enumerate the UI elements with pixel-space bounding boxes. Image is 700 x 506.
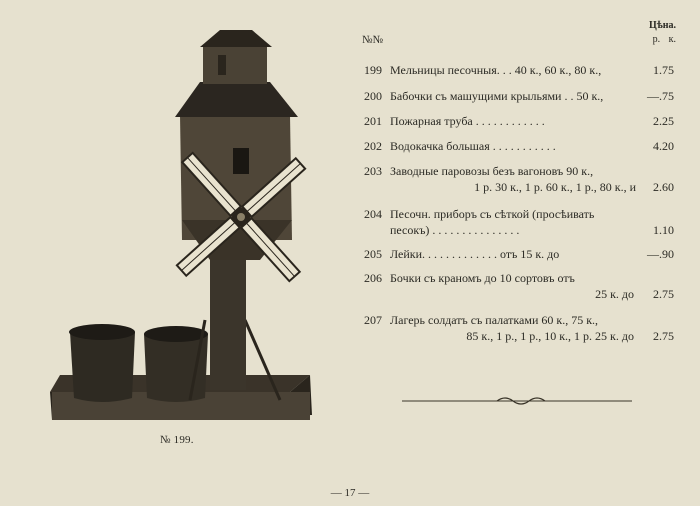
item-description: Лейки. . . . . . . . . . . . . отъ 15 к. до [390,247,560,261]
item-number: 199 [364,63,382,77]
item-number: 205 [364,247,382,261]
item-number: 207 [364,313,382,327]
numbers-column-header: №№ [362,34,383,46]
item-description: Бочки съ краномъ до 10 сортовъ отъ [390,271,575,285]
item-number: 201 [364,114,382,128]
figure-caption: № 199. [160,434,194,446]
item-description: Пожарная труба . . . . . . . . . . . . [390,114,545,128]
item-number: 203 [364,164,382,178]
ornamental-divider [402,396,632,406]
item-price: 2.75 [653,329,674,343]
item-price: 4.20 [653,139,674,153]
item-number: 206 [364,271,382,285]
item-price: 2.25 [653,114,674,128]
item-description-continued: песокъ) . . . . . . . . . . . . . . . [390,223,520,237]
item-number: 200 [364,89,382,103]
item-price: —.75 [647,89,674,103]
item-price: —.90 [647,247,674,261]
item-description: Лагерь солдатъ съ палатками 60 к., 75 к., [390,313,599,327]
item-description-continued: 1 р. 30 к., 1 р. 60 к., 1 р., 80 к., и [474,180,636,194]
item-description: Водокачка большая . . . . . . . . . . . [390,139,556,153]
item-description: Заводные паровозы безъ вагоновъ 90 к., [390,164,594,178]
price-column-header: Цѣна. [648,20,676,31]
item-description-continued: 25 к. до [595,287,634,301]
item-description: Бабочки съ машущими крыльями . . 50 к., [390,89,604,103]
item-number: 202 [364,139,382,153]
page-number: — 17 — [330,487,370,499]
sand-mill-illustration [40,20,330,430]
item-price: 2.60 [653,180,674,194]
item-number: 204 [364,207,382,221]
item-price: 1.10 [653,223,674,237]
item-price: 2.75 [653,287,674,301]
item-description: Мельницы песочныя. . . 40 к., 60 к., 80 к., [390,63,602,77]
item-description: Песочн. приборъ съ сѣткой (просѣивать [390,207,595,221]
item-description-continued: 85 к., 1 р., 1 р., 10 к., 1 р. 25 к. до [466,329,634,343]
currency-units-header: р. к. [652,34,676,45]
item-price: 1.75 [653,63,674,77]
